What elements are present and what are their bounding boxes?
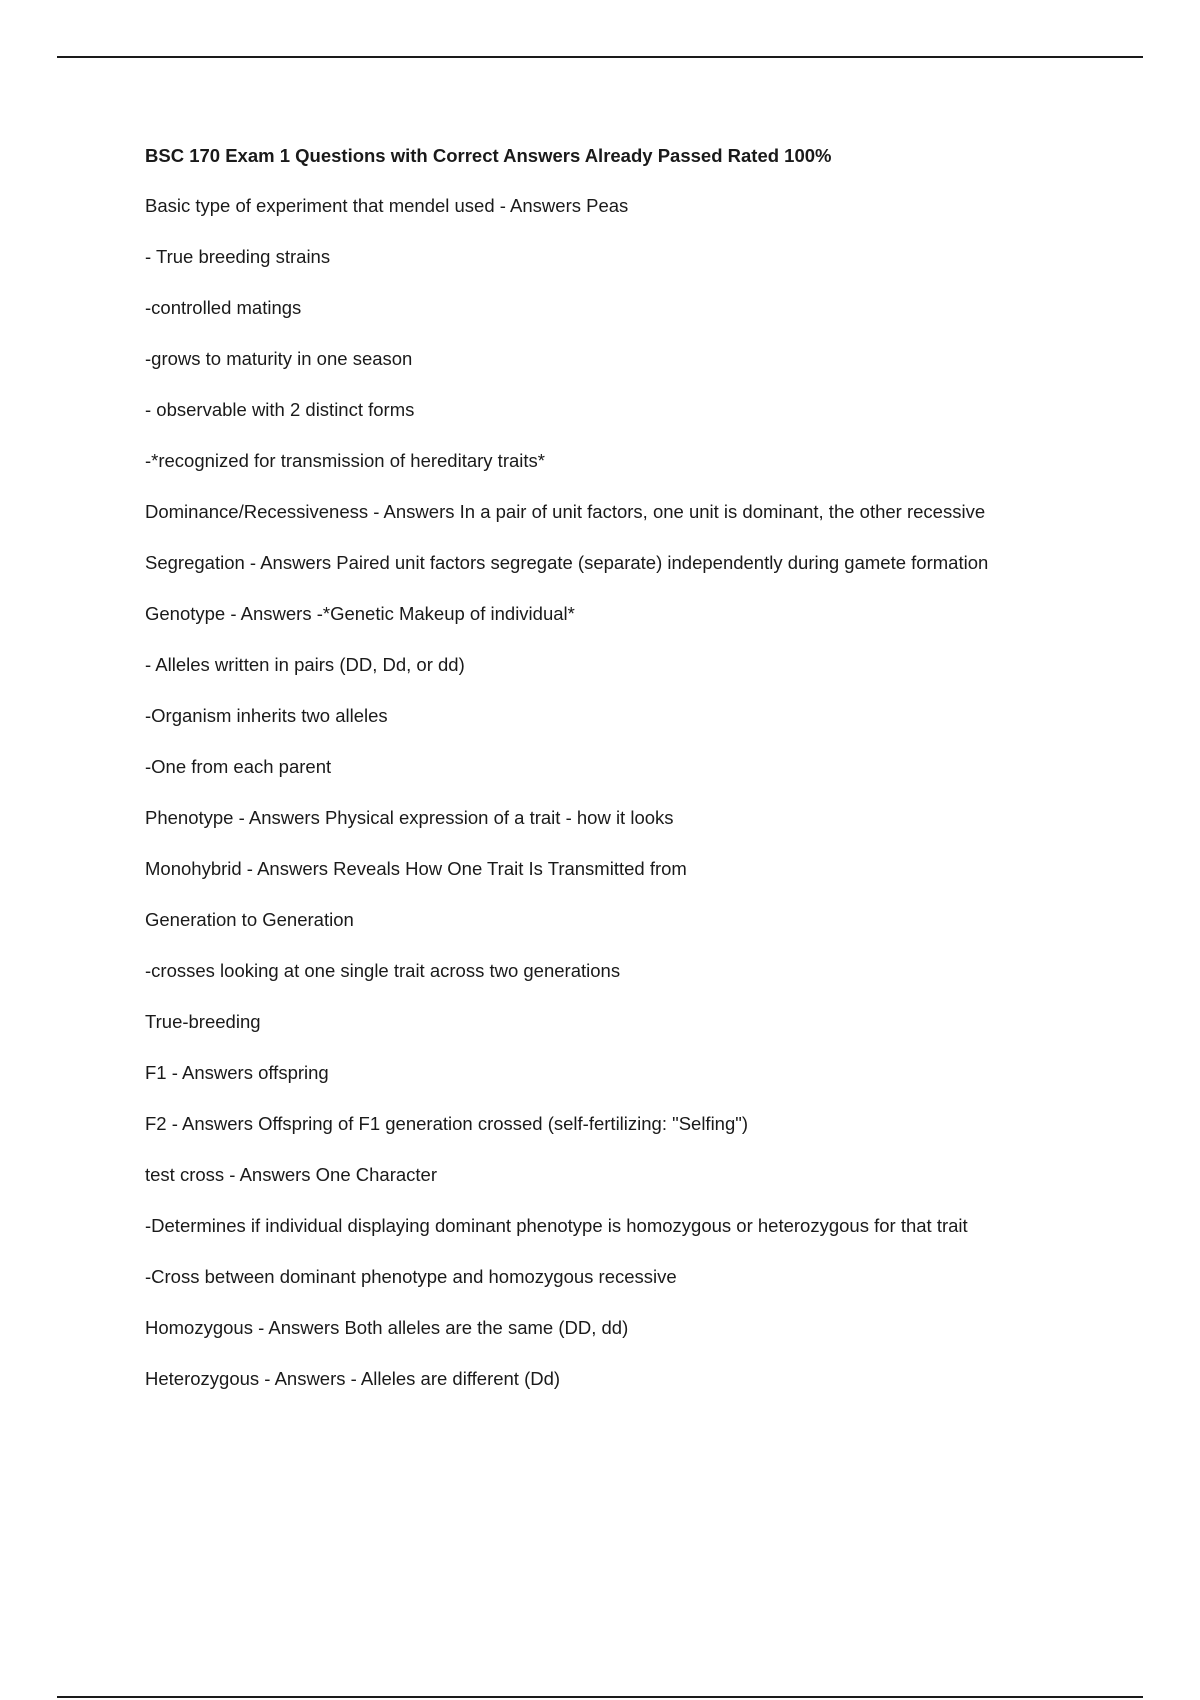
text-line: test cross - Answers One Character xyxy=(145,1164,437,1185)
header-rule xyxy=(57,56,1143,58)
document-lines xyxy=(145,195,1145,1390)
text-line: Heterozygous - Answers - Alleles are different (Dd) xyxy=(145,1368,561,1389)
text-line: F1 - Answers offspring xyxy=(145,1062,329,1083)
text-line: -*recognized for transmission of hereditary traits* xyxy=(145,450,545,471)
text-line: Dominance/Recessiveness - Answers In a pair of unit factors, one unit is dominant, the other recessive xyxy=(145,501,986,522)
text-line: - True breeding strains xyxy=(145,246,331,267)
text-line: Monohybrid - Answers Reveals How One Trait Is Transmitted from xyxy=(145,858,687,879)
text-line: Segregation - Answers Paired unit factors segregate (separate) independently during gamete formation xyxy=(145,552,989,573)
text-line: - Alleles written in pairs (DD, Dd, or dd) xyxy=(145,654,465,675)
text-line: -Determines if individual displaying dominant phenotype is homozygous or heterozygous for that trait xyxy=(145,1215,968,1236)
text-line: -Organism inherits two alleles xyxy=(145,705,388,726)
text-line: -controlled matings xyxy=(145,297,302,318)
text-line: Generation to Generation xyxy=(145,909,354,930)
text-line: F2 - Answers Offspring of F1 generation crossed (self-fertilizing: "Selfing") xyxy=(145,1113,748,1134)
footer-rule xyxy=(57,1696,1143,1698)
text-line: Basic type of experiment that mendel used - Answers Peas xyxy=(145,195,629,216)
document-title: BSC 170 Exam 1 Questions with Correct Answers Already Passed Rated 100% xyxy=(145,145,832,166)
text-line: -One from each parent xyxy=(145,756,332,777)
text-line: Phenotype - Answers Physical expression of a trait - how it looks xyxy=(145,807,674,828)
text-line: -crosses looking at one single trait across two generations xyxy=(145,960,621,981)
text-line: -grows to maturity in one season xyxy=(145,348,413,369)
text-line: Homozygous - Answers Both alleles are the same (DD, dd) xyxy=(145,1317,629,1338)
text-line: -Cross between dominant phenotype and homozygous recessive xyxy=(145,1266,677,1287)
text-line: True-breeding xyxy=(145,1011,261,1032)
document-body xyxy=(145,145,1145,1419)
text-line: - observable with 2 distinct forms xyxy=(145,399,415,420)
text-line: Genotype - Answers -*Genetic Makeup of individual* xyxy=(145,603,575,624)
